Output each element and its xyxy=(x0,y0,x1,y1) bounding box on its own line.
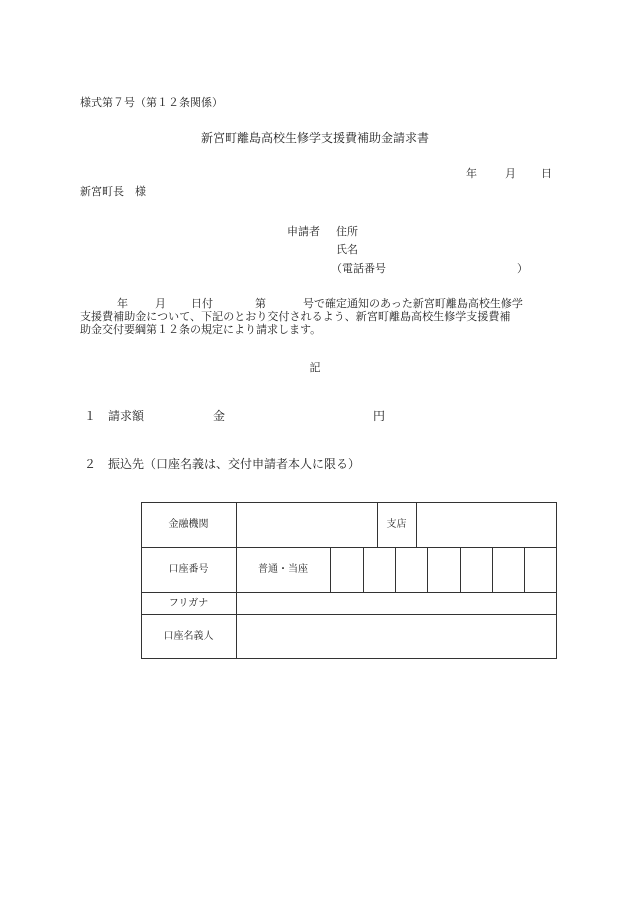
branch-label: 支店 xyxy=(386,519,407,530)
furigana-label: フリガナ xyxy=(168,598,209,609)
amount-kin-label: 金 xyxy=(213,409,226,423)
account-number-digits[interactable] xyxy=(331,548,556,592)
name-label: 氏名 xyxy=(336,243,358,256)
applicant-label: 申請者 xyxy=(287,225,320,238)
account-number-label: 口座番号 xyxy=(168,564,209,575)
bank-table xyxy=(141,502,557,659)
amount-yen-label: 円 xyxy=(373,409,386,423)
body-line2: 支援費補助金について、下記のとおり交付されるよう、新宮町離島高校生修学支援費補 xyxy=(80,310,511,323)
body-dai: 第 xyxy=(255,297,266,310)
form-number: 様式第７号（第１２条関係） xyxy=(80,96,223,109)
phone-close-paren: ） xyxy=(517,262,528,275)
item2-number: ２ xyxy=(84,457,97,471)
item1-number: １ xyxy=(84,409,97,423)
body-year: 年 xyxy=(117,297,128,310)
date-year-label: 年 xyxy=(466,167,477,180)
branch-field[interactable] xyxy=(417,503,556,547)
date-month-label: 月 xyxy=(505,167,516,180)
item1-label: 請求額 xyxy=(108,409,145,423)
body-month: 月 xyxy=(155,297,166,310)
account-type-option[interactable]: 普通・当座 xyxy=(258,564,308,575)
institution-label: 金融機関 xyxy=(168,519,209,530)
account-holder-label: 口座名義人 xyxy=(163,631,214,642)
furigana-field[interactable] xyxy=(237,593,556,614)
item2-label: 振込先（口座名義は、交付申請者本人に限る） xyxy=(108,457,361,471)
phone-label: （電話番号 xyxy=(331,262,386,275)
date-day-label: 日 xyxy=(541,167,552,180)
body-line1: 号で確定通知のあった新宮町離島高校生修学 xyxy=(303,297,523,310)
body-line3: 助金交付要綱第１２条の規定により請求します。 xyxy=(80,323,322,336)
addressee: 新宮町長 様 xyxy=(80,185,146,198)
address-label: 住所 xyxy=(336,225,358,238)
ki-heading: 記 xyxy=(309,361,321,374)
account-holder-field[interactable] xyxy=(237,615,556,658)
page-title: 新宮町離島高校生修学支援費補助金請求書 xyxy=(200,131,429,145)
body-day-dated: 日付 xyxy=(191,297,213,310)
institution-field[interactable] xyxy=(237,503,377,547)
